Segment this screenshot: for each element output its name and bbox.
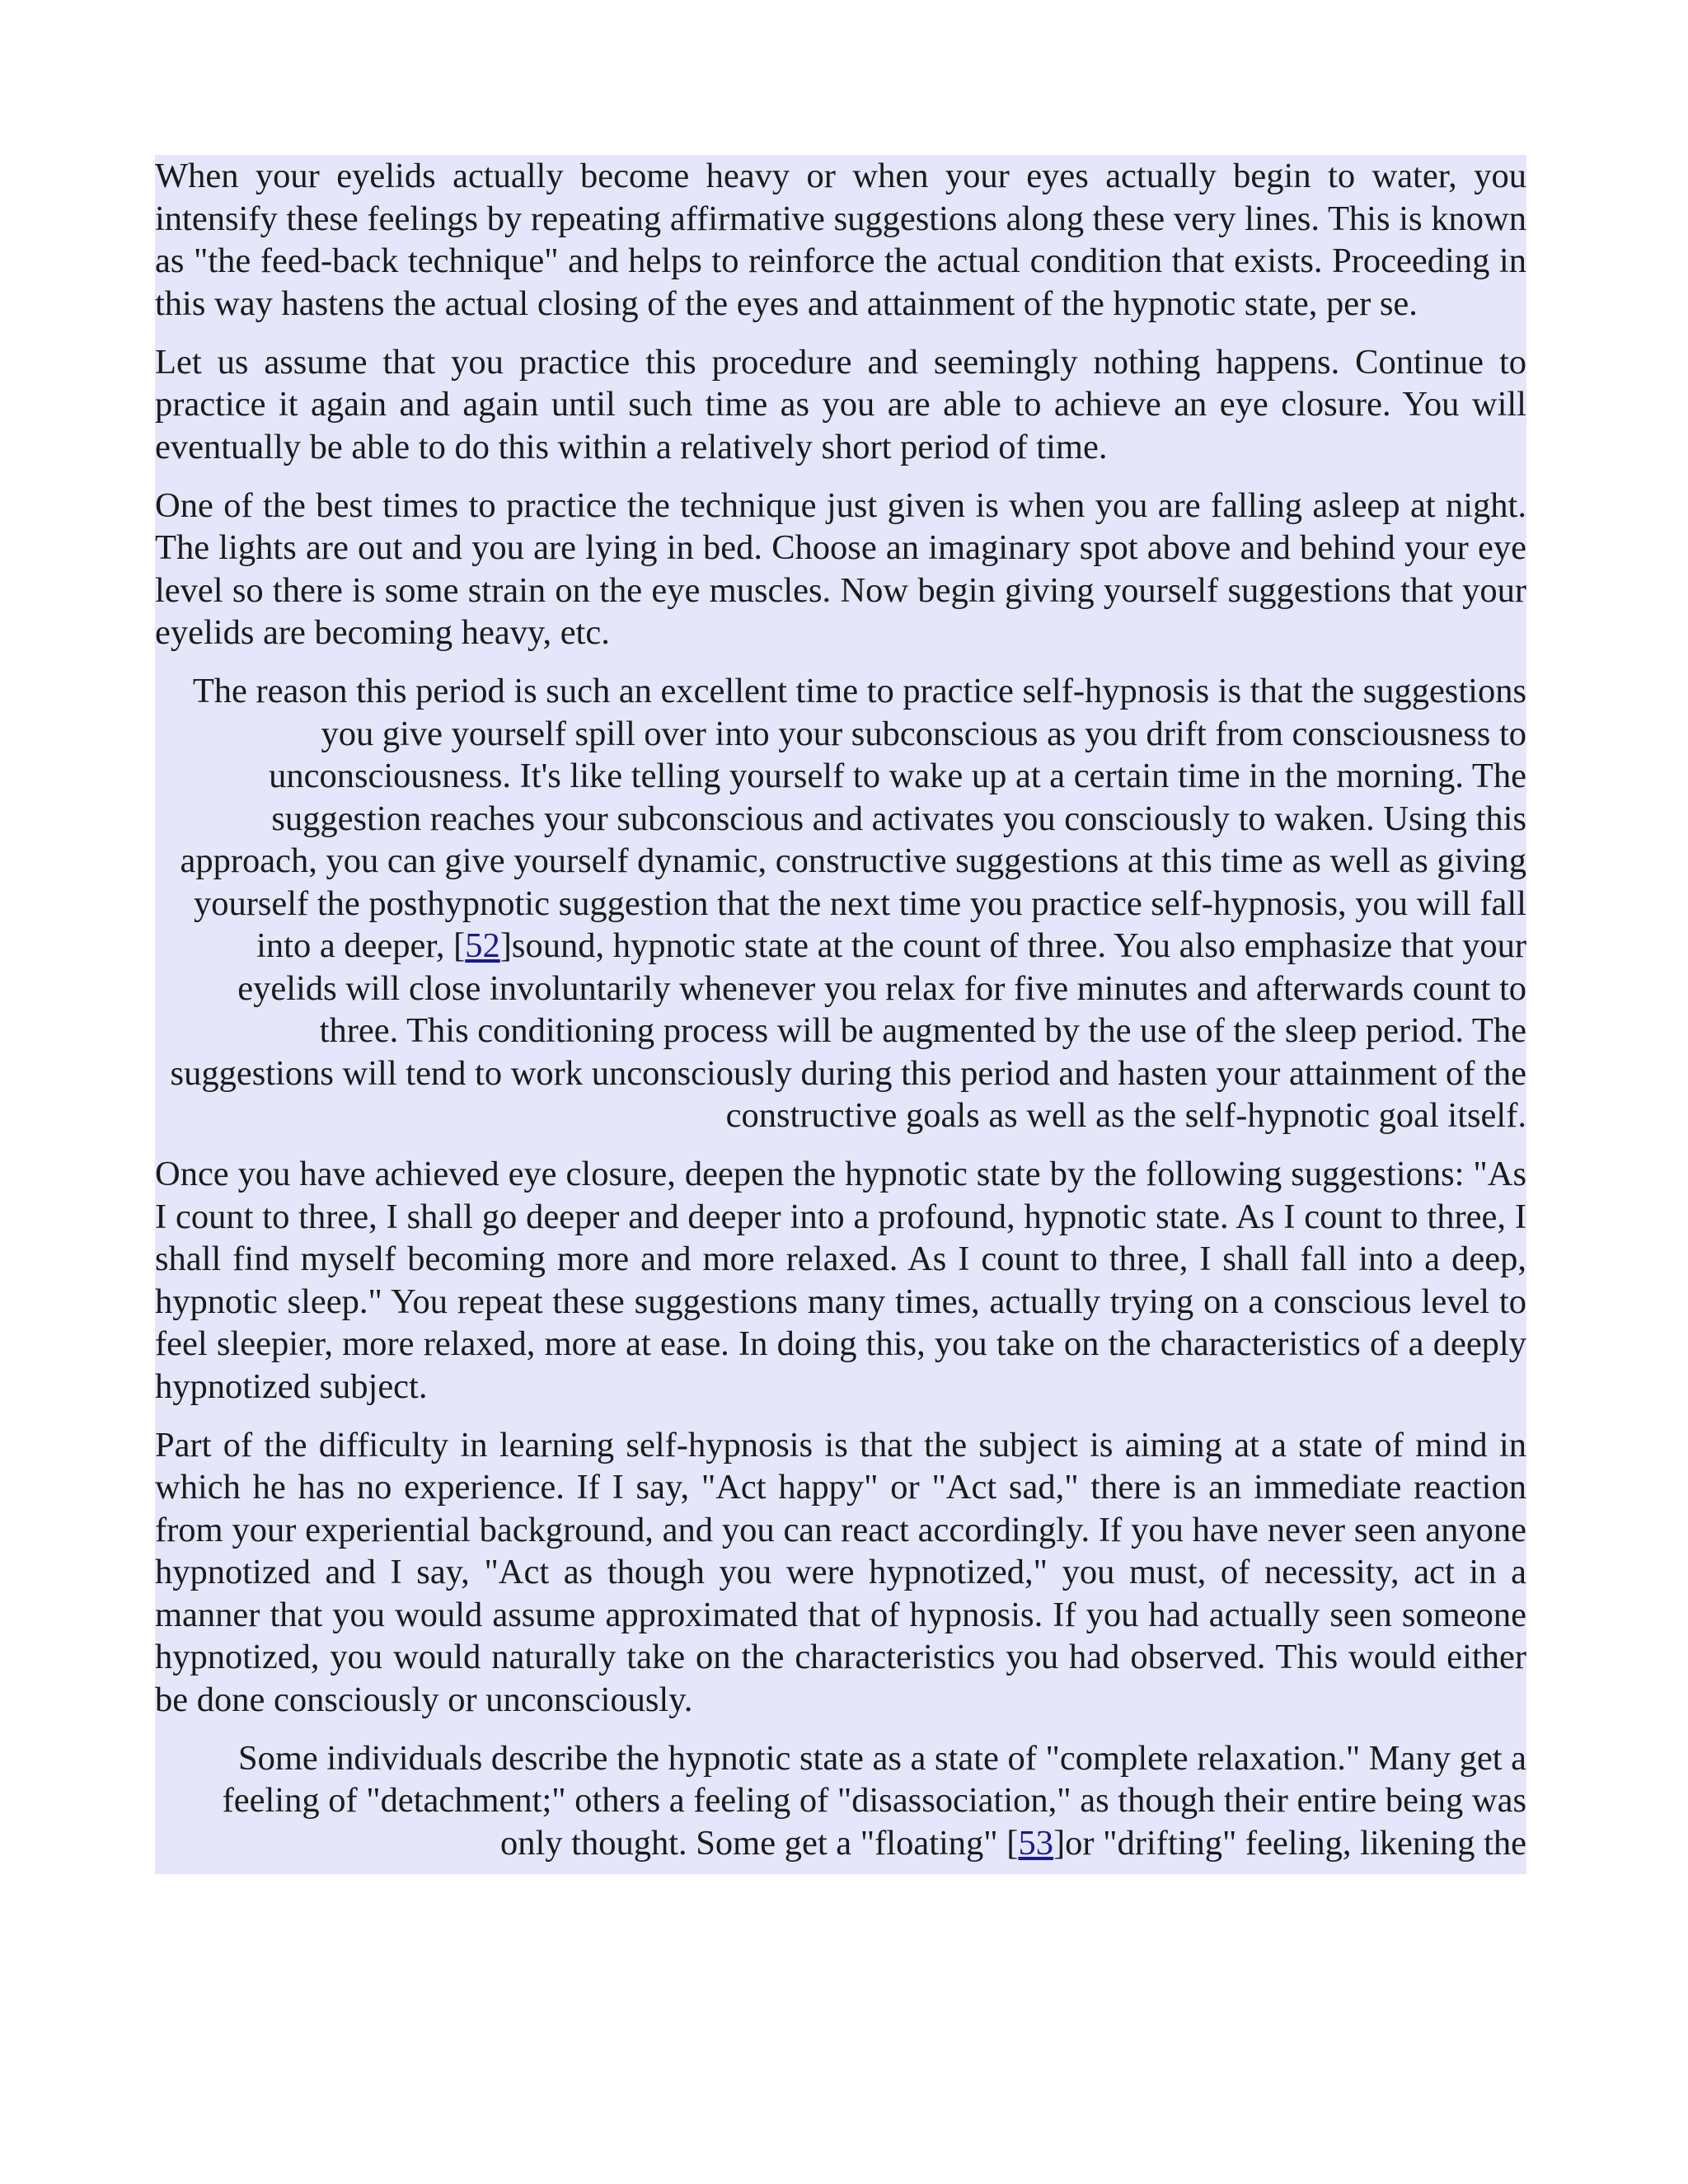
paragraph-text: Let us assume that you practice this procedure and seemingly nothing happens. Continue to practice it again and again until such time as you are able to achieve an eye closure. You will eventually be able to do this within a relatively short period of time. (155, 342, 1526, 466)
paragraph-describe-state (155, 1737, 1526, 1875)
paragraph-text: When your eyelids actually become heavy or when your eyes actually begin to water, you intensify these feelings by repeating affirmative suggestions along these very lines. This is known as "the feed-back technique" and helps to reinforce the actual condition that exists. Proceeding in this way hastens the actual closing of the eyes and attainment of the hypnotic state, per se. (155, 157, 1526, 323)
paragraph-sleep-period (155, 670, 1526, 1137)
paragraph-text: The reason this period is such an excellent time to practice self-hypnosis is that the suggestions you give yourself spill over into your subconscious as you drift from consciousness to unconsciousness. It's like telling yourself to wake up at a certain time in the morning. The suggestion reaches your subconscious and activates you consciously to waken. Using this approach, you can give yourself dynamic, constructive suggestions at this time as well as giving yourself the posthypnotic suggestion that the next time you practice self-hypnosis, you will fall into a deeper, [ (180, 672, 1526, 965)
paragraph-deepen-state (155, 1153, 1526, 1408)
page-link-52[interactable]: 52 (465, 926, 500, 965)
paragraph-text: Once you have achieved eye closure, deepen the hypnotic state by the following suggestions: "As I count to three, I shall go deeper and deeper into a profound, hypnotic state. As I count to three, I shall find myself becoming more and more relaxed. As I count to three, I shall fall into a deep, hypnotic sleep." You repeat these suggestions many times, actually trying on a conscious level to feel sleepier, more relaxed, more at ease. In doing this, you take on the characteristics of a deeply hypnotized subject. (155, 1155, 1526, 1406)
paragraph-feedback-technique (155, 155, 1526, 325)
paragraph-practice-repeatedly (155, 341, 1526, 469)
paragraph-text: ]sound, hypnotic state at the count of three. You also emphasize that your eyelids will close involuntarily whenever you relax for five minutes and afterwards count to three. This conditioning process will be augmented by the use of the sleep period. The suggestions will tend to work unconsciously during this period and hasten your attainment of the constructive goals as well as the self-hypnotic goal itself. (170, 926, 1526, 1135)
paragraph-text: ]or "drifting" feeling, likening the (1053, 1823, 1526, 1863)
paragraph-falling-asleep (155, 485, 1526, 654)
paragraph-text: Some individuals describe the hypnotic state as a state of "complete relaxation." Many get a feeling of "detachment;" others a feeling of "disassociation," as though their entire being was only thought. Some get a "floating" [ (222, 1738, 1526, 1863)
page-link-53[interactable]: 53 (1018, 1823, 1053, 1863)
paragraph-text: Part of the difficulty in learning self-hypnosis is that the subject is aiming at a state of mind in which he has no experience. If I say, "Act happy" or "Act sad," there is an immediate reaction from your experiential background, and you can react accordingly. If you have never seen anyone hypnotized and I say, "Act as though you were hypnotized," you must, of necessity, act in a manner that you would assume approximated that of hypnosis. If you had actually seen someone hypnotized, you would naturally take on the characteristics you had observed. This would either be done consciously or unconsciously. (155, 1425, 1526, 1719)
page-body (155, 155, 1526, 1874)
paragraph-difficulty-learning (155, 1424, 1526, 1722)
paragraph-text: One of the best times to practice the technique just given is when you are falling asleep at night. The lights are out and you are lying in bed. Choose an imaginary spot above and behind your eye level so there is some strain on the eye muscles. Now begin giving yourself suggestions that your eyelids are becoming heavy, etc. (155, 485, 1526, 652)
